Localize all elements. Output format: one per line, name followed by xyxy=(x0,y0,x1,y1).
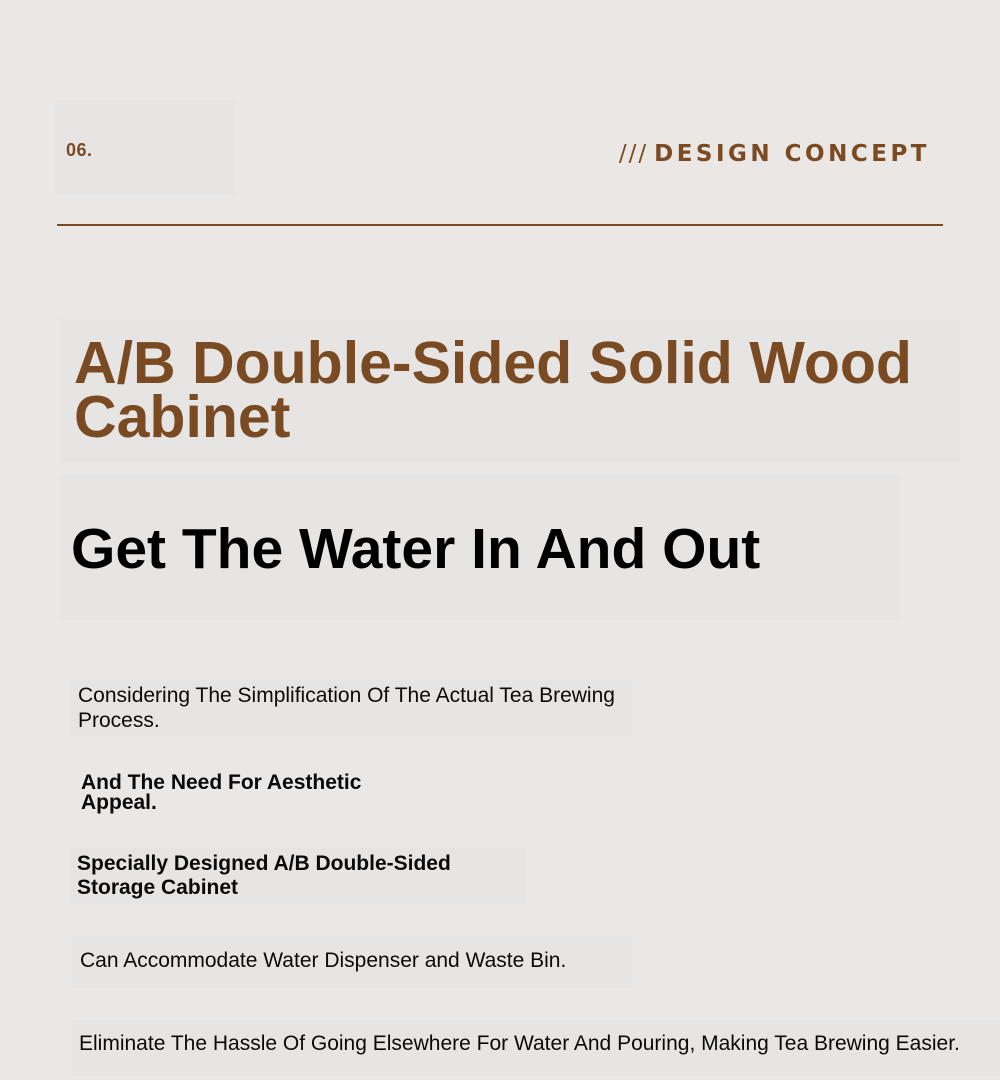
page-number: 06. xyxy=(66,140,93,160)
section-label xyxy=(619,141,930,167)
paragraph-aesthetic: And The Need For Aesthetic Appeal. xyxy=(81,771,362,814)
paragraph-eliminate: Eliminate The Hassle Of Going Elsewhere For Water And Pouring, Making Tea Brewing Easier. xyxy=(79,1032,960,1055)
section-label-text: DESIGN CONCEPT xyxy=(654,141,930,167)
page-subtitle: Get The Water In And Out xyxy=(71,517,761,581)
paragraph-simplification: Considering The Simplification Of The Actual Tea Brewing Process. xyxy=(78,684,615,732)
paragraph-accommodate: Can Accommodate Water Dispenser and Waste Bin. xyxy=(80,949,567,972)
section-slashes: /// xyxy=(618,141,649,167)
header-divider xyxy=(57,224,943,226)
paragraph-cabinet: Specially Designed A/B Double-Sided Storage Cabinet xyxy=(77,852,451,899)
page-title: A/B Double-Sided Solid Wood Cabinet xyxy=(74,330,912,450)
